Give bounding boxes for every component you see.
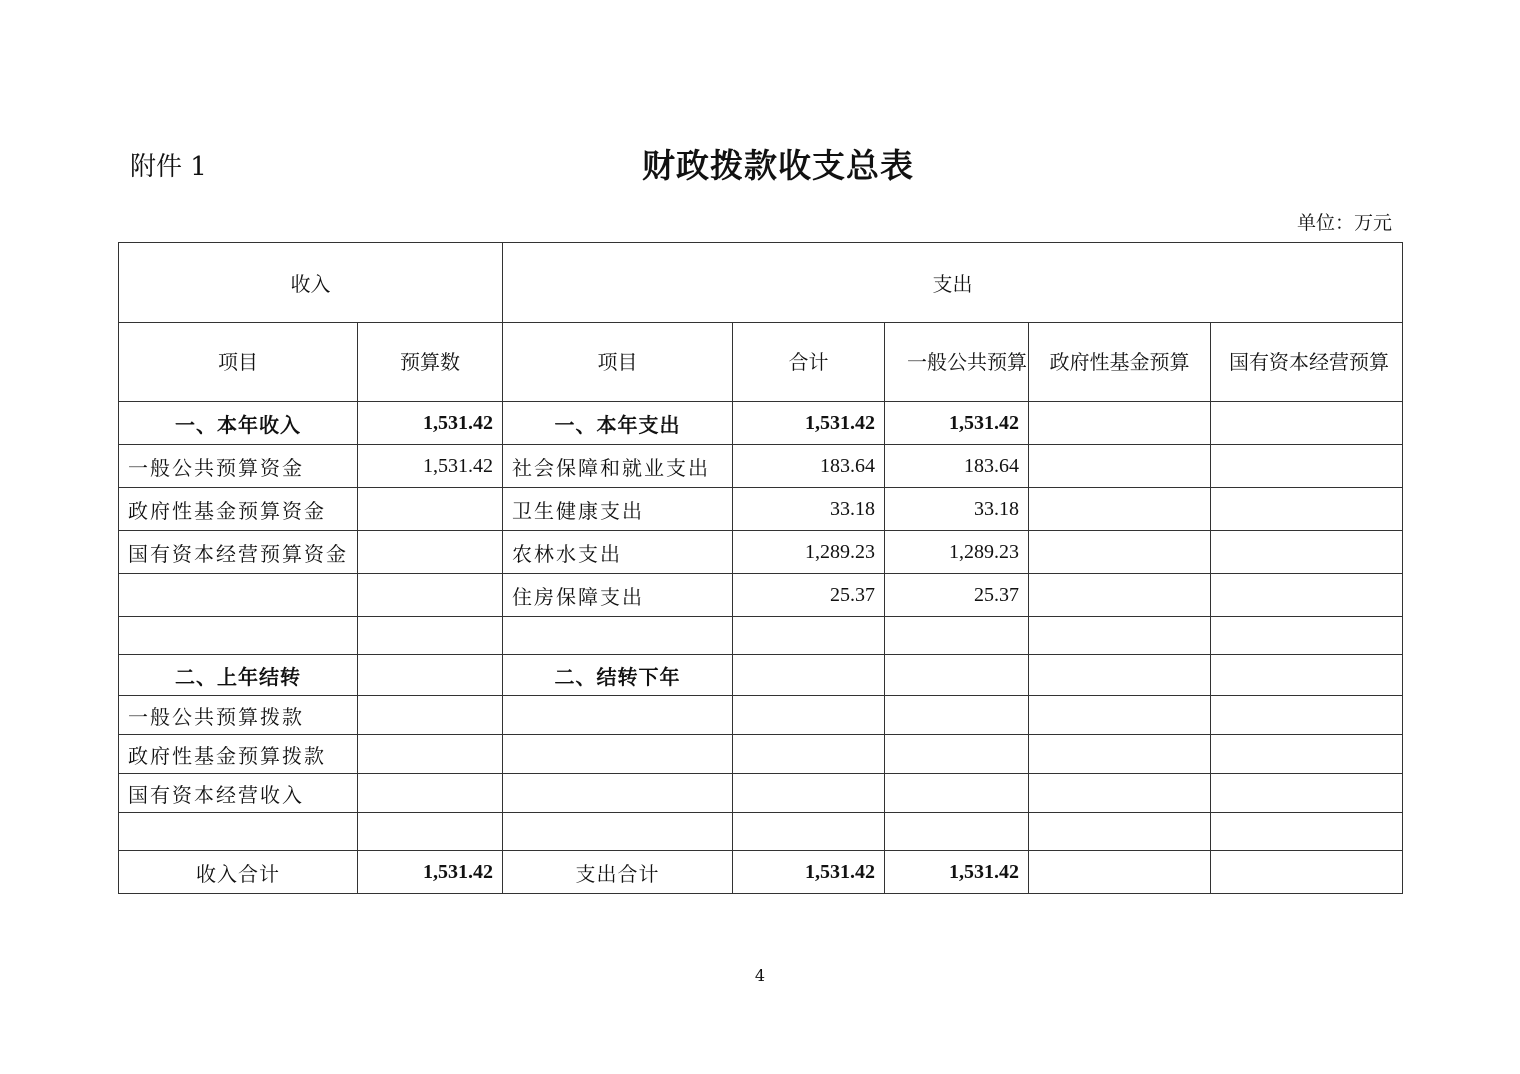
expense-item-cell: 社会保障和就业支出 (503, 445, 733, 488)
expense-item-cell (503, 617, 733, 655)
page-title-text: 财政拨款收支总表 (642, 146, 914, 185)
fund-cell (1029, 445, 1211, 488)
expense-item-cell (503, 813, 733, 851)
total-cell (733, 617, 885, 655)
fund-cell (1029, 696, 1211, 735)
income-item-cell: 政府性基金预算资金 (119, 488, 358, 531)
table-row (119, 574, 1403, 617)
col-income-budget: 预算数 (358, 323, 503, 402)
general-cell (885, 655, 1029, 696)
expense-item-cell: 一、本年支出 (503, 402, 733, 445)
income-budget-cell (358, 813, 503, 851)
income-budget-cell (358, 488, 503, 531)
table-row (119, 531, 1403, 574)
col-fund-budget: 政府性基金预算 (1029, 323, 1211, 402)
total-cell (733, 735, 885, 774)
total-cell: 1,289.23 (733, 531, 885, 574)
capital-cell (1211, 445, 1403, 488)
capital-cell (1211, 531, 1403, 574)
total-cell (733, 655, 885, 696)
income-item-cell (119, 813, 358, 851)
fund-cell (1029, 617, 1211, 655)
total-cell (733, 813, 885, 851)
col-capital-budget: 国有资本经营预算 (1211, 323, 1403, 402)
capital-cell (1211, 813, 1403, 851)
fund-cell (1029, 531, 1211, 574)
capital-cell (1211, 655, 1403, 696)
capital-cell (1211, 696, 1403, 735)
col-general-budget: 一般公共预算 (885, 323, 1029, 402)
total-cell: 33.18 (733, 488, 885, 531)
capital-cell (1211, 402, 1403, 445)
general-cell (885, 617, 1029, 655)
expense-item-cell (503, 774, 733, 813)
fund-total-value (1029, 851, 1211, 894)
expense-total-value: 1,531.42 (733, 851, 885, 894)
income-item-cell: 一、本年收入 (119, 402, 358, 445)
income-item-cell: 一般公共预算资金 (119, 445, 358, 488)
col-expense-item: 项目 (503, 323, 733, 402)
total-cell: 25.37 (733, 574, 885, 617)
capital-cell (1211, 574, 1403, 617)
col-income-item: 项目 (119, 323, 358, 402)
fund-cell (1029, 402, 1211, 445)
general-cell (885, 696, 1029, 735)
income-budget-cell: 1,531.42 (358, 402, 503, 445)
income-budget-cell (358, 696, 503, 735)
column-header-row (119, 323, 1403, 402)
capital-cell (1211, 735, 1403, 774)
general-cell (885, 735, 1029, 774)
income-budget-cell (358, 655, 503, 696)
expense-item-cell: 卫生健康支出 (503, 488, 733, 531)
general-cell: 25.37 (885, 574, 1029, 617)
budget-table (118, 242, 1403, 894)
income-item-cell: 二、上年结转 (119, 655, 358, 696)
expense-item-cell: 住房保障支出 (503, 574, 733, 617)
income-budget-cell (358, 617, 503, 655)
capital-cell (1211, 617, 1403, 655)
income-budget-cell (358, 531, 503, 574)
income-budget-cell (358, 735, 503, 774)
income-item-cell: 政府性基金预算拨款 (119, 735, 358, 774)
general-cell (885, 813, 1029, 851)
total-cell (733, 774, 885, 813)
table-row (119, 488, 1403, 531)
total-cell: 183.64 (733, 445, 885, 488)
fund-cell (1029, 735, 1211, 774)
general-cell: 33.18 (885, 488, 1029, 531)
general-cell: 183.64 (885, 445, 1029, 488)
expense-item-cell: 农林水支出 (503, 531, 733, 574)
income-item-cell (119, 617, 358, 655)
capital-cell (1211, 774, 1403, 813)
capital-cell (1211, 488, 1403, 531)
table-row (119, 445, 1403, 488)
capital-total-value (1211, 851, 1403, 894)
fund-cell (1029, 488, 1211, 531)
col-total: 合计 (733, 323, 885, 402)
expense-total-label: 支出合计 (503, 851, 733, 894)
fund-cell (1029, 574, 1211, 617)
income-item-cell (119, 574, 358, 617)
fund-cell (1029, 655, 1211, 696)
page-title (0, 140, 1520, 187)
unit-label: 单位：万元 (1296, 212, 1392, 234)
income-total-label: 收入合计 (119, 851, 358, 894)
income-budget-cell (358, 774, 503, 813)
income-budget-cell (358, 574, 503, 617)
table-row (119, 617, 1403, 655)
expense-item-cell (503, 696, 733, 735)
expense-item-cell (503, 735, 733, 774)
expense-group-header: 支出 (503, 243, 1403, 323)
group-header-row (119, 243, 1403, 323)
general-cell (885, 774, 1029, 813)
income-item-cell: 国有资本经营收入 (119, 774, 358, 813)
table-row (119, 735, 1403, 774)
table-row (119, 813, 1403, 851)
total-cell (733, 696, 885, 735)
income-item-cell: 一般公共预算拨款 (119, 696, 358, 735)
income-group-header: 收入 (119, 243, 503, 323)
table-row (119, 655, 1403, 696)
income-budget-cell: 1,531.42 (358, 445, 503, 488)
fund-cell (1029, 813, 1211, 851)
attachment-label: 附件 1 (130, 152, 207, 182)
table-row (119, 402, 1403, 445)
table-row (119, 774, 1403, 813)
general-total-value: 1,531.42 (885, 851, 1029, 894)
income-total-value: 1,531.42 (358, 851, 503, 894)
total-cell: 1,531.42 (733, 402, 885, 445)
table-row-total (119, 851, 1403, 894)
table-row (119, 696, 1403, 735)
fund-cell (1029, 774, 1211, 813)
expense-item-cell: 二、结转下年 (503, 655, 733, 696)
page-number: 4 (754, 966, 766, 985)
general-cell: 1,531.42 (885, 402, 1029, 445)
income-item-cell: 国有资本经营预算资金 (119, 531, 358, 574)
general-cell: 1,289.23 (885, 531, 1029, 574)
